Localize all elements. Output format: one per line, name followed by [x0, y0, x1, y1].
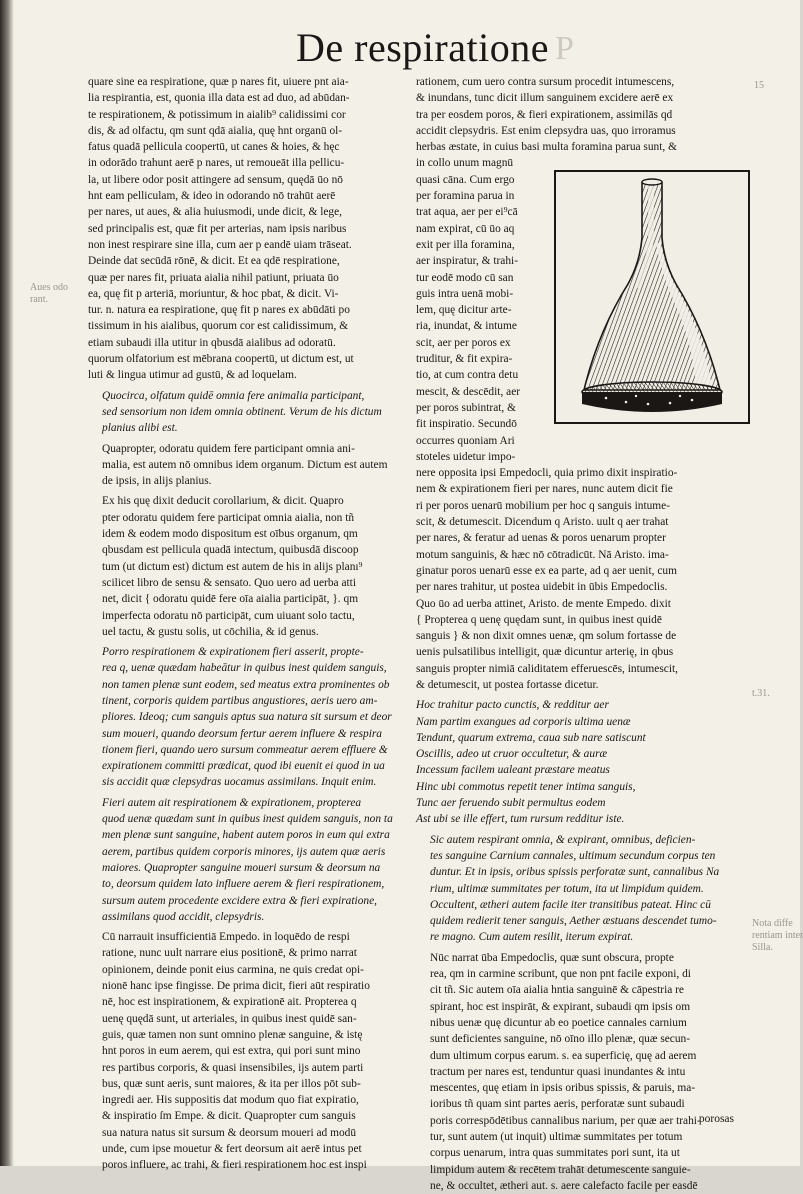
- text-line: Cū narrauit insufficientiā Empedo. in loquēdo de respi: [102, 931, 350, 944]
- commentary-block-3: [88, 929, 404, 1173]
- text-line: nere opposita ipsi Empedocli, quia primo dixit inspiratio-: [416, 467, 678, 480]
- commentary-block-2: [88, 493, 404, 640]
- commentary-wrap-beside-figure: [416, 172, 552, 465]
- text-line: cit tñ. Sic autem oīa aialia hntia sanguinē & cāpestria re: [430, 984, 684, 997]
- text-line: & detumescit, ut postea fortasse dicetur.: [416, 678, 599, 691]
- text-line: Porro respirationem & expirationem fieri asserit, propte-: [102, 646, 364, 659]
- text-line: tractum per nares est, tenduntur quasi inundantes & intu: [430, 1065, 686, 1078]
- translation-block-1: [88, 441, 404, 490]
- text-line: malia, est autem nō omnibus idem organum. Dictum est autem: [102, 458, 388, 471]
- verse-translation: [416, 832, 744, 946]
- text-line: non inest respirare sine illa, cum aer p eandē uiam trāseat.: [88, 238, 352, 251]
- text-line: tra per eosdem poros, & fieri expirationem, assimilās qd: [416, 108, 673, 121]
- text-line: opinionem, deinde ponit eius carmina, ne quis credat opi-: [102, 963, 364, 976]
- page-gutter-shadow: [0, 0, 14, 1166]
- text-line: non tamen plenæ sunt eodem, sed meatus extra prominentes ob: [102, 678, 390, 691]
- text-line: poris correspōdētibus cannalibus narium, per quæ aer trahi-: [430, 1114, 701, 1127]
- text-line: imperfecta odoratu nō participāt, cum uiuant solo tactu,: [102, 609, 355, 622]
- text-line: bus, quæ sunt aeris, sunt maiores, & ita per illos pōt sub-: [102, 1077, 361, 1090]
- text-line: nem & expirationem fieri per nares, nunc autem dicit fie: [416, 483, 673, 496]
- text-line: guis, quæ tamen non sunt omnino plenæ sanguine, & istę: [102, 1028, 363, 1041]
- text-line: per nares, & feratur ad uenas & poros uenarum propter: [416, 532, 666, 545]
- clepsydra-illustration-icon: [556, 172, 748, 422]
- text-line: tinent, corporis quidem partibus angustiores, aeris uero am-: [102, 694, 378, 707]
- text-line: ria, inundat, & intume: [416, 320, 517, 333]
- text-line: re magno. Cum autem resilit, iterum expirat.: [430, 931, 634, 944]
- text-line: nionē hanc ipse fingisse. De prima dicit, fieri aūt respiratio: [102, 980, 370, 993]
- text-line: tur eodē modo cū san: [416, 271, 514, 284]
- text-line: te respirationem, & potissimum in aialib⁹ calidissimi cor: [88, 108, 346, 121]
- text-line: Quo ūo ad uerba attinet, Aristo. de mente Empedo. dixit: [416, 597, 671, 610]
- text-line: rea q, uenæ quædam habeātur in quibus inest quidem sanguis,: [102, 662, 387, 675]
- text-line: tur. n. natura ea respiratione, quę fit p nares ex abūdāti po: [88, 304, 350, 317]
- text-line: dum ultimum corpus earum. s. ea superficię, quę ad aerem: [430, 1049, 697, 1062]
- verse-line: Oscillis, adeo ut cruor occultetur, & auræ: [416, 748, 608, 761]
- text-line: herbas æstate, in cuius basi multa foramina parua sunt, &: [416, 141, 677, 154]
- text-line: trat aqua, aer per ei⁹cā: [416, 206, 518, 219]
- text-line: quare sine ea respiratione, quæ p nares fit, uiuere pnt aia-: [88, 76, 349, 88]
- text-line: guis intra uenā mobi-: [416, 287, 514, 300]
- text-line: ingredi aer. His suppositis dat modum quo fiat expiratio,: [102, 1094, 359, 1107]
- verse-line: Hoc trahitur pacto cunctis, & redditur aer: [416, 699, 609, 712]
- text-line: dis, & ad olfactu, qm sunt qdā aialia, quę hnt organū ol-: [88, 124, 343, 137]
- text-line: occurres quoniam Ari: [416, 434, 515, 447]
- text-line: mescit, & descēdit, aer: [416, 385, 521, 398]
- text-line: aerem, partibus quidem corporis minores, ijs autem quæ aeris: [102, 845, 386, 858]
- text-line: sunt deficientes sanguine, nō oīno illo plenæ, quæ secun-: [430, 1033, 691, 1046]
- text-line: tum (ut dictum est) dictum est autem de his in alijs planı⁹: [102, 560, 363, 573]
- verse-line: Ast ubi se ille effert, tum rursum redditur iste.: [416, 813, 625, 826]
- margin-note-left: Aues odo rant.: [30, 282, 69, 305]
- text-line: motum sanguinis, & hæc nō cōtradicūt. Nā Aristo. ima-: [416, 548, 669, 561]
- left-column: [88, 74, 404, 1174]
- aristotle-text-block-2: [88, 644, 404, 791]
- text-line: fatus quadā pellicula coopertū, ut canes & hoies, & hęc: [88, 141, 340, 154]
- text-line: etiam subaudi illa utitur in qbusdā aialibus ad odoratū.: [88, 336, 336, 349]
- text-line: luti & lingua utimur ad gustū, & ad loquelam.: [88, 369, 297, 382]
- text-line: scit, aer per poros ex: [416, 336, 511, 349]
- text-line: sursum autem procedente excidere extra & fieri expiratione,: [102, 894, 377, 907]
- text-line: scilicet libro de sensu & sensato. Quo uero ad uerba atti: [102, 576, 357, 589]
- text-line: Occultent, ætheri autem facile iter transitibus pateat. Hinc cū: [430, 898, 711, 911]
- text-line: uel tactu, & gustu solis, ut cōchilia, & id genus.: [102, 625, 319, 638]
- text-line: hnt poros in eum aerem, qui est extra, qui pori sunt mino: [102, 1045, 361, 1058]
- text-line: maiores. Quapropter sanguine moueri sursum & deorsum na: [102, 861, 381, 874]
- text-line: quorum olfatorium est mēbrana coopertū, ut dictum est, ut: [88, 353, 354, 366]
- text-line: la, ut libere odor posit attingere ad sensum, quędā ūo nō: [88, 173, 343, 186]
- verse-line: Tendunt, quarum extrema, caua sub nare satiscunt: [416, 731, 646, 744]
- text-line: per foramina parua in: [416, 190, 515, 203]
- text-line: tio, at cum contra detu: [416, 369, 519, 382]
- text-line: lem, quę dicitur arte-: [416, 304, 512, 317]
- text-line: sua natura natus sit sursum & deorsum moueri ad modū: [102, 1126, 357, 1139]
- text-line: quæ per nares fit, priuata aialia nihil patiunt, priuata ūo: [88, 271, 339, 284]
- text-line: Ex his quę dixit deducit corollarium, & dicit. Quapro: [102, 495, 344, 508]
- page-title: De respiratione: [296, 25, 549, 70]
- text-line: sed principalis est, quæ fit per arterias, nam ipsis naribus: [88, 222, 347, 235]
- text-line: assimilans quod accidit, clepsydris.: [102, 910, 265, 923]
- text-line: quasi cāna. Cum ergo: [416, 173, 515, 186]
- text-line: fit inspiratio. Secundō: [416, 418, 517, 431]
- text-line: per nares trahitur, ut postea uidebit in ūbis Empedoclis.: [416, 581, 668, 594]
- empedocles-verse: [416, 697, 744, 827]
- text-line: rium, ultimæ summitates per totum, ita ut limpidum quidem.: [430, 882, 704, 895]
- text-line: ioribus tñ quam sint partes aeris, perforatæ sunt subaudi: [430, 1098, 685, 1111]
- text-line: tionem fieri, quando uero sursum commeatur aerem effluere &: [102, 743, 388, 756]
- text-line: accidit clepsydris. Est enim clepsydra uas, quo irroramus: [416, 124, 676, 137]
- text-line: men plenæ sunt sanguine, habent autem poros in eum qui extra: [102, 829, 390, 842]
- text-line: scit, & detumescit. Dicendum q Aristo. uult q aer trahat: [416, 516, 669, 529]
- text-line: tur, sunt autem (ut inquit) ultimæ summitates per totum: [430, 1131, 683, 1143]
- text-line: Quapropter, odoratu quidem fere participant omnia ani-: [102, 442, 355, 455]
- text-line: Fieri autem ait respirationem & expirationem, propterea: [102, 796, 362, 809]
- text-line: corpus uenarum, intra quas summitates pori sunt, ita ut: [430, 1147, 680, 1160]
- text-line: rea, qm in carmine scribunt, que non pnt facile exponi, di: [430, 968, 691, 981]
- text-line: res partibus corporis, & quasi insensibiles, ijs autem parti: [102, 1061, 364, 1074]
- commentary-block-continued: [416, 74, 744, 172]
- text-line: poros influere, ac trahi, & fieri respirationem hoc est inspi: [102, 1159, 367, 1172]
- text-line: hnt eam pelliculam, & ideo in odorando nō trahūt aerē: [88, 190, 336, 203]
- text-line: duntur. Et in ipsis, oribus spissis perforatæ sunt, cannalibus Na: [430, 866, 720, 879]
- text-line: planius alibi est.: [102, 422, 178, 435]
- text-line: sanguis propter nimiā caliditatem efferuescēs, intumescit,: [416, 662, 679, 675]
- text-line: expirationem committi prædicat, quod ibi euenit ei quod in ua: [102, 760, 385, 773]
- text-line: in odorādo trahunt aerē p nares, ut remoueāt illa pellicu-: [88, 157, 345, 170]
- text-line: idem & eodem modo dispositum est oībus organum, qm: [102, 528, 358, 541]
- text-line: Quocirca, olfatum quidē omnia fere animalia participant,: [102, 389, 365, 402]
- text-line: & inspiratio ſm Empe. & dicit. Quapropter cum sanguis: [102, 1110, 356, 1123]
- verse-line: Incessum facilem ualeant præstare meatus: [416, 764, 610, 777]
- commentary-block-5: [416, 950, 744, 1194]
- commentary-block-4: [416, 465, 744, 693]
- verse-line: Tunc aer feruendo subit permultus eodem: [416, 797, 606, 810]
- text-line: unde, cum ipse mouetur & fert deorsum ait aerē intus pet: [102, 1143, 362, 1155]
- commentary-block-1: [88, 74, 404, 384]
- text-line: in collo unum magnū: [416, 157, 514, 170]
- text-line: Sic autem respirant omnia, & expirant, omnibus, deficien-: [430, 833, 696, 846]
- text-line: tissimum in his aialibus, quorum cor est calidissimum, &: [88, 320, 349, 333]
- margin-note-top-right: 15: [754, 80, 764, 91]
- text-line: nē, hoc est inspirationem, & expirationē ait. Propterea q: [102, 996, 357, 1009]
- text-line: uenę quędā sunt, ut arteriales, in quibus inest quidē san-: [102, 1012, 357, 1025]
- text-line: tes sanguine Carnium cannales, ultimum secundum corpus ten: [430, 849, 716, 862]
- text-line: spirant, hoc est inspirāt, & expirant, subaudi qm ipsis om: [430, 1000, 691, 1013]
- text-line: ginatur poros uenarū esse ex ea parte, ad q aer uenit, cum: [416, 564, 677, 577]
- text-line: sanguis } & non dixit omnes uenæ, qm solum fortasse de: [416, 630, 677, 643]
- text-line: ri per poros uenarū mobilium per hoc q sanguis intume-: [416, 499, 671, 512]
- text-line: aer inspiratur, & trahi-: [416, 255, 519, 268]
- text-line: per nares, ut aues, & alia huiusmodi, unde dicit, & lege,: [88, 206, 343, 219]
- text-line: qbusdam est pellicula quadā intectum, quibusdā discoop: [102, 544, 359, 557]
- text-line: sum moueri, quando deorsum fertur aerem influere & respira: [102, 727, 382, 740]
- text-line: nam expirat, cū ūo aq: [416, 222, 515, 235]
- text-line: per poros subintrat, &: [416, 401, 516, 414]
- text-line: exit per illa foramina,: [416, 238, 515, 251]
- text-line: stoteles uidetur impo-: [416, 450, 516, 463]
- text-line: truditur, & fit expira-: [416, 353, 513, 366]
- margin-note-right: t.31.: [752, 688, 770, 699]
- margin-note-right-low: Nota diffe rentiam inter Silla.: [752, 918, 803, 953]
- aristotle-text-block-1: [88, 388, 404, 437]
- verse-line: Nam partim exangues ad corporis ultima uenæ: [416, 715, 631, 728]
- text-line: sed sensorium non idem omnia obtinent. Verum de his dictum: [102, 405, 382, 418]
- text-line: Deinde dat secūdā rōnē, & dicit. Et ea qdē respiratione,: [88, 255, 340, 268]
- text-line: { Propterea q uenę quędam sunt, in quibus inest quidē: [416, 613, 662, 626]
- text-line: net, dicit { odoratu quidē fere oīa aialia participāt, }. qm: [102, 593, 359, 606]
- text-line: quidem redierit tener sanguis, Aether æstuans descendet tumo-: [430, 915, 717, 928]
- text-line: ea, quę fit p arteriā, moriuntur, & hoc pbat, & dicit. Vi-: [88, 287, 339, 300]
- text-line: lia respirantia, est, quonia illa data est ad duo, ad abūdan-: [88, 92, 350, 105]
- text-line: limpidum autem & recētem trahāt detumescente sanguie-: [430, 1163, 691, 1176]
- text-line: pter odoratu quidem fere participat omnia aialia, non tñ: [102, 511, 355, 524]
- text-line: uenis pulsatilibus intelligit, quæ dicuntur arterię, in qbus: [416, 646, 674, 659]
- text-line: ne, & occultet, ætheri aut. s. aere calefacto facile per easdē: [430, 1179, 698, 1192]
- text-line: de ipsis, in alijs planius.: [102, 475, 212, 488]
- text-line: mescentes, quę etiam in ipsis oribus spissis, & paruis, ma-: [430, 1082, 696, 1095]
- text-line: to, deorsum quidem lato influere aerem & fieri respirationem,: [102, 878, 385, 891]
- bleed-through-text: P: [555, 30, 576, 67]
- text-line: & inundans, tunc dicit illum sanguinem excidere aerē ex: [416, 92, 674, 105]
- text-line: Nūc narrat ūba Empedoclis, quæ sunt obscura, propte: [430, 951, 674, 964]
- text-line: rationem, cum uero contra sursum procedit intumescens,: [416, 76, 675, 88]
- text-line: pliores. Ideoq; cum sanguis aptus sua natura sit sursum et deor: [102, 711, 392, 724]
- translation-block-2: [88, 795, 404, 925]
- catchword: porosas: [698, 1113, 734, 1125]
- text-line: nibus uenæ quę dicuntur ab eo poetice cannales carnium: [430, 1016, 687, 1029]
- text-line: quod uenæ quædam sunt in quibus inest quidem sanguis, non ta: [102, 813, 393, 826]
- clepsydra-figure: [554, 170, 750, 424]
- text-line: sis accidit quæ clepsydras uocamus assimilans. Inquit enim.: [102, 776, 377, 789]
- verse-line: Hinc ubi commotus repetit tener intima sanguis,: [416, 780, 636, 793]
- text-line: ratione, nunc uult narrare eius positionē, & primo narrat: [102, 947, 357, 960]
